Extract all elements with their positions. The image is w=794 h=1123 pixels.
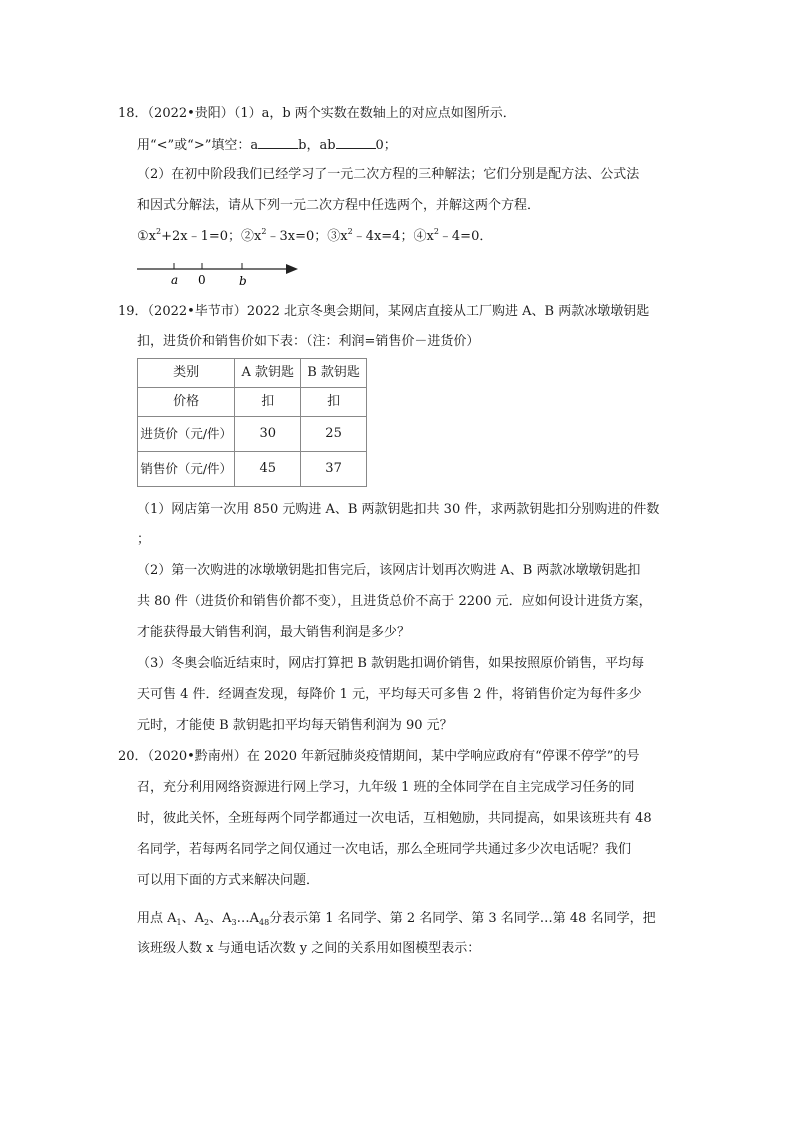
header-b-top: B 款钥匙	[301, 359, 367, 388]
q18-source: （2022•贵阳）	[147, 106, 234, 121]
q20-line3: 时，彼此关怀，全班每两个同学都通过一次电话，互相勉励，共同提高，如果该班共有 48	[137, 811, 652, 826]
q18-line1	[118, 106, 516, 122]
price-table	[137, 358, 367, 487]
q18-line2	[137, 136, 397, 154]
q20-line6: 用点 $A_1$、$A_2$、$A_3\dots A_{48}$分表示第 1 名同学、第 2 名同学、第 3 名同学…第 48 名同学，把	[137, 911, 656, 927]
table-header-row-2	[138, 388, 367, 417]
q20-number: 20．	[118, 749, 148, 764]
q18-equations	[137, 229, 492, 245]
row-label-sale: 销售价（元/件）	[138, 452, 235, 487]
header-b-bottom: 扣	[301, 388, 367, 417]
cell-b-sale: 37	[301, 452, 367, 487]
answer-blank-1[interactable]	[258, 136, 298, 149]
label-b: b	[239, 274, 247, 288]
q18-fill-suffix: 0；	[375, 138, 397, 153]
q20-line1	[118, 749, 639, 765]
q20-line4: 名同学，若每两名同学之间仅通过一次电话，那么全班同学共通过多少次电话呢？我们	[137, 842, 632, 857]
q19-part2-line3: 才能获得最大销售利润，最大销售利润是多少？	[137, 625, 411, 640]
q20-source: （2020•黔南州）	[147, 749, 247, 764]
q19-part3-line1: （3）冬奥会临近结束时，网店打算把 B 款钥匙扣调价销售，如果按照原价销售，平均每	[137, 656, 645, 671]
q19-part2-line1: （2）第一次购进的冰墩墩钥匙扣售完后，该网店计划再次购进 A、B 两款冰墩墩钥匙扣	[137, 563, 641, 578]
q18-line4: 和因式分解法，请从下列一元二次方程中任选两个，并解这两个方程．	[137, 198, 541, 213]
q18-part1-text: （1）a，b 两个实数在数轴上的对应点如图所示．	[233, 106, 516, 121]
header-price: 价格	[138, 388, 235, 417]
q19-part1-line1: （1）网店第一次用 850 元购进 A、B 两款钥匙扣共 30 件，求两款钥匙扣分别购进的件数	[137, 502, 660, 517]
header-a-top: A 款钥匙	[235, 359, 301, 388]
header-a-bottom: 扣	[235, 388, 301, 417]
equation-2: $②x^2﹣3x=0$；	[241, 227, 328, 244]
q18-fill-prompt: 用“<”或“>”填空：a	[137, 138, 259, 153]
q18-fill-mid: b，ab	[298, 138, 336, 153]
equation-4: $④x^2﹣4=0$．	[413, 227, 493, 244]
table-header-row-1	[138, 359, 367, 388]
number-line-arrow-icon	[286, 264, 298, 274]
q19-part3-line3: 元时，才能使 B 款钥匙扣平均每天销售利润为 90 元？	[137, 718, 453, 733]
q19-part2-line2: 共 80 件（进货价和销售价都不变），且进货总价不高于 2200 元．应如何设计进货方案，	[137, 594, 652, 609]
label-zero: 0	[198, 273, 206, 287]
table-row	[138, 452, 367, 487]
cell-b-purchase: 25	[301, 417, 367, 452]
q18-line3: （2）在初中阶段我们已经学习了一元二次方程的三种解法；它们分别是配方法、公式法	[137, 167, 640, 182]
q19-part1-line2: ；	[137, 532, 151, 547]
q19-number: 19．	[118, 304, 148, 319]
number-line	[135, 256, 305, 290]
cell-a-sale: 45	[235, 452, 301, 487]
label-a: a	[171, 273, 179, 287]
q19-part3-line2: 天可售 4 件．经调查发现，每降价 1 元，平均每天可多售 2 件，将销售价定为每件多少	[137, 687, 642, 702]
q20-line2: 召，充分利用网络资源进行网上学习，九年级 1 班的全体同学在自主完成学习任务的同	[137, 780, 635, 795]
q20-line7: 该班级人数 x 与通电话次数 y 之间的关系用如图模型表示：	[137, 941, 481, 956]
header-category: 类别	[138, 359, 235, 388]
q19-line1	[118, 304, 649, 320]
cell-a-purchase: 30	[235, 417, 301, 452]
q19-stem-text: 2022 北京冬奥会期间，某网店直接从工厂购进 A、B 两款冰墩墩钥匙	[246, 304, 650, 319]
q20-line5: 可以用下面的方式来解决问题．	[137, 873, 320, 888]
q19-source: （2022•毕节市）	[147, 304, 247, 319]
table-row	[138, 417, 367, 452]
row-label-purchase: 进货价（元/件）	[138, 417, 235, 452]
q18-number: 18．	[118, 106, 148, 121]
q20-stem-text: 在 2020 年新冠肺炎疫情期间，某中学响应政府有“停课不停学”的号	[246, 749, 640, 764]
equation-1: $①x^2+2x﹣1=0$；	[137, 227, 242, 244]
q19-line2: 扣，进货价和销售价如下表：（注：利润=销售价－进货价）	[137, 334, 480, 349]
equation-3: $③x^2﹣4x=4$；	[327, 227, 414, 244]
answer-blank-2[interactable]	[336, 136, 376, 149]
